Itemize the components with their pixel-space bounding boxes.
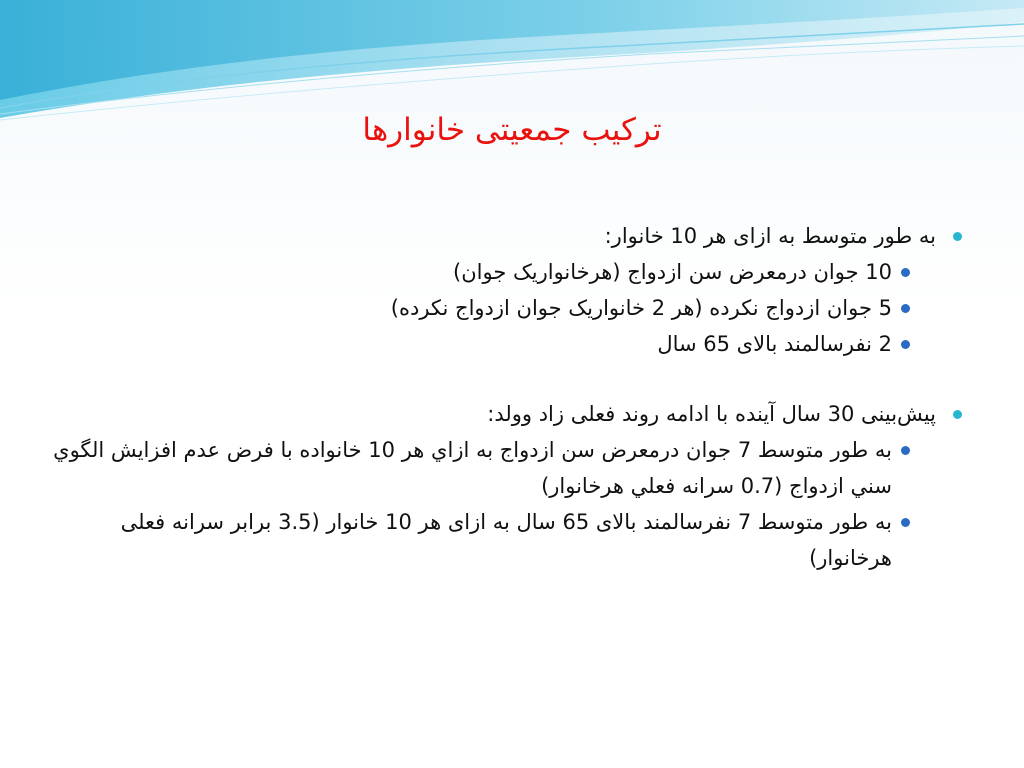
bullet-icon — [901, 518, 910, 527]
list-item — [52, 432, 962, 504]
bullet-icon — [953, 232, 962, 241]
bullet-icon — [953, 410, 962, 419]
slide-body — [52, 218, 962, 576]
list-item-text: 2 نفرسالمند بالای 65 سال — [657, 332, 892, 356]
list-item — [52, 254, 962, 290]
slide-title: ترکیب جمعیتی خانوارها — [362, 112, 662, 148]
header-wave-decoration — [0, 0, 1024, 130]
section-heading-text: به طور متوسط به ازای هر 10 خانوار: — [604, 224, 936, 248]
list-item-text: به طور متوسط 7 جوان درمعرض سن ازدواج به ازاي هر 10 خانواده با فرض عدم افزايش الگوي سني ازدواج (0.7 سرانه فعلي هرخانوار) — [53, 438, 892, 498]
bullet-icon — [901, 304, 910, 313]
section-heading-text: پیش‌بینی 30 سال آینده با ادامه روند فعلی زاد وولد: — [487, 402, 936, 426]
list-item-text: 5 جوان ازدواج نکرده (هر 2 خانواریک جوان ازدواج نکرده) — [390, 296, 892, 320]
bullet-icon — [901, 340, 910, 349]
bullet-icon — [901, 446, 910, 455]
list-item-text: 10 جوان درمعرض سن ازدواج (هرخانواریک جوان) — [453, 260, 892, 284]
list-item — [52, 290, 962, 326]
section-spacer — [52, 362, 962, 396]
list-item — [52, 504, 962, 576]
section-heading-1 — [52, 218, 962, 254]
list-item — [52, 326, 962, 362]
bullet-icon — [901, 268, 910, 277]
section-heading-2 — [52, 396, 962, 432]
list-item-text: به طور متوسط 7 نفرسالمند بالای 65 سال به ازای هر 10 خانوار (3.5 برابر سرانه فعلی هرخانوار) — [120, 510, 892, 570]
